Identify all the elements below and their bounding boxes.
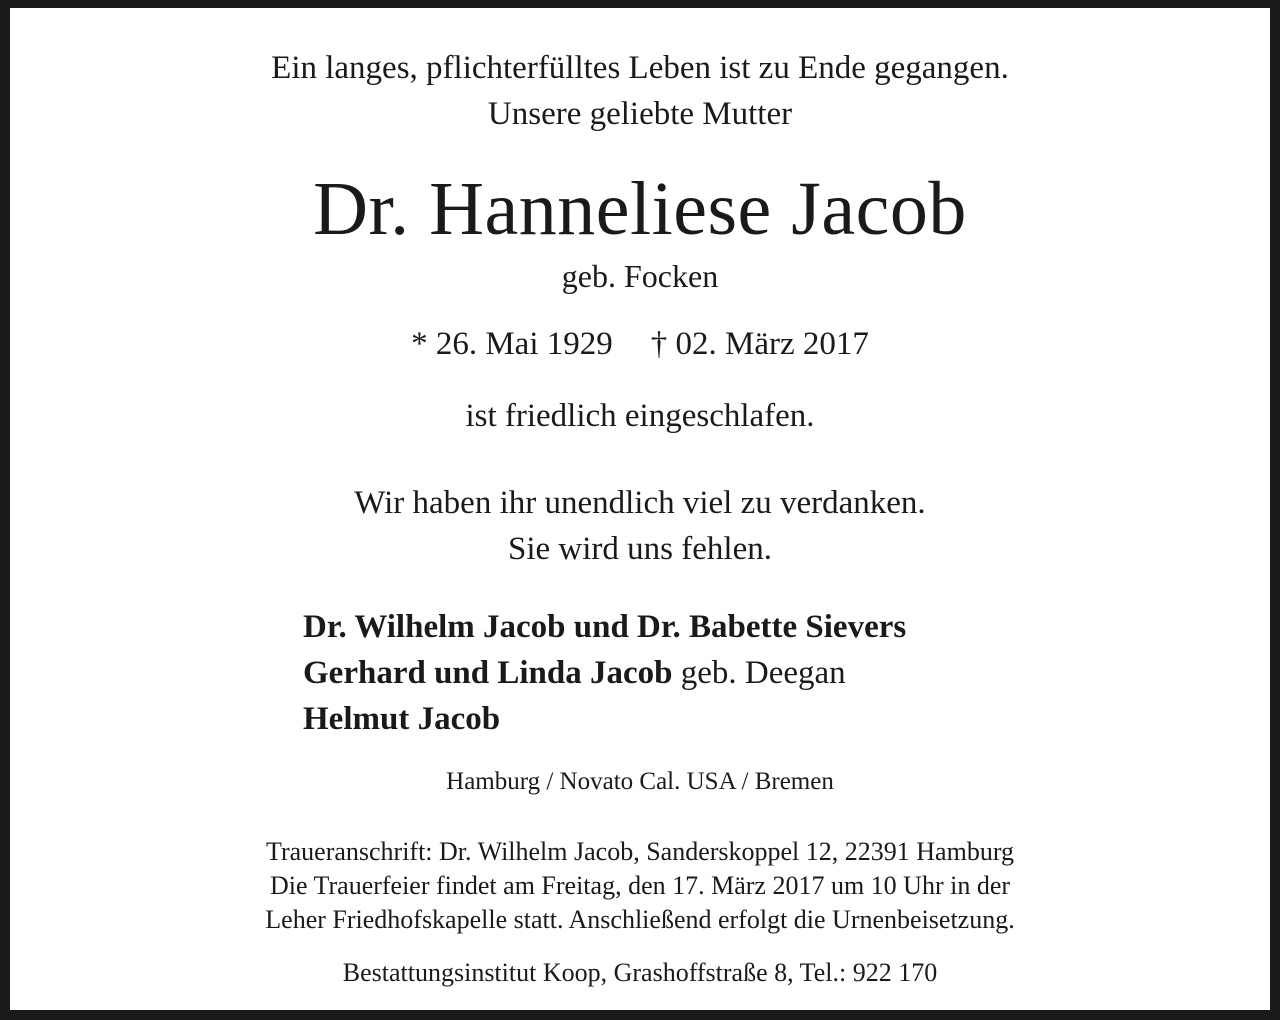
maiden-name: geb. Focken <box>561 258 719 294</box>
thanks-line-2: Sie wird uns fehlen. <box>508 531 772 567</box>
mourner-line <box>303 650 906 696</box>
passing-text: ist friedlich eingeschlafen. <box>465 398 815 434</box>
obituary-notice <box>10 8 1270 1010</box>
thanks-line-1: Wir haben ihr unendlich viel zu verdanken. <box>354 485 926 521</box>
funeral-info-line-2: Leher Friedhofskapelle statt. Anschließend erfolgt die Urnenbeisetzung. <box>265 905 1015 934</box>
mourner-places: Hamburg / Novato Cal. USA / Bremen <box>446 768 834 795</box>
funeral-info-line-1: Die Trauerfeier findet am Freitag, den 17. März 2017 um 10 Uhr in der <box>269 871 1011 900</box>
funeral-home: Bestattungsinstitut Koop, Grashoffstraße 8, Tel.: 922 170 <box>342 958 938 987</box>
mourners-list <box>303 604 906 742</box>
mourner-line <box>303 604 906 650</box>
mourner-line <box>303 696 906 742</box>
deceased-name: Dr. Hanneliese Jacob <box>313 167 967 251</box>
mourner-name: Helmut Jacob <box>303 701 501 737</box>
death-date: † 02. März 2017 <box>650 326 869 362</box>
intro-line-1: Ein langes, pflichterfülltes Leben ist zu Ende gegangen. <box>271 50 1009 86</box>
mourning-address: Traueranschrift: Dr. Wilhelm Jacob, Sanderskoppel 12, 22391 Hamburg <box>265 837 1015 866</box>
mourner-name: Gerhard und Linda Jacob <box>303 655 673 691</box>
mourner-name: Dr. Wilhelm Jacob und Dr. Babette Sievers <box>303 609 907 645</box>
mourner-note: geb. Deegan <box>672 655 846 691</box>
intro-line-2: Unsere geliebte Mutter <box>487 96 793 132</box>
life-dates <box>10 326 1270 363</box>
birth-date: * 26. Mai 1929 <box>411 326 613 362</box>
